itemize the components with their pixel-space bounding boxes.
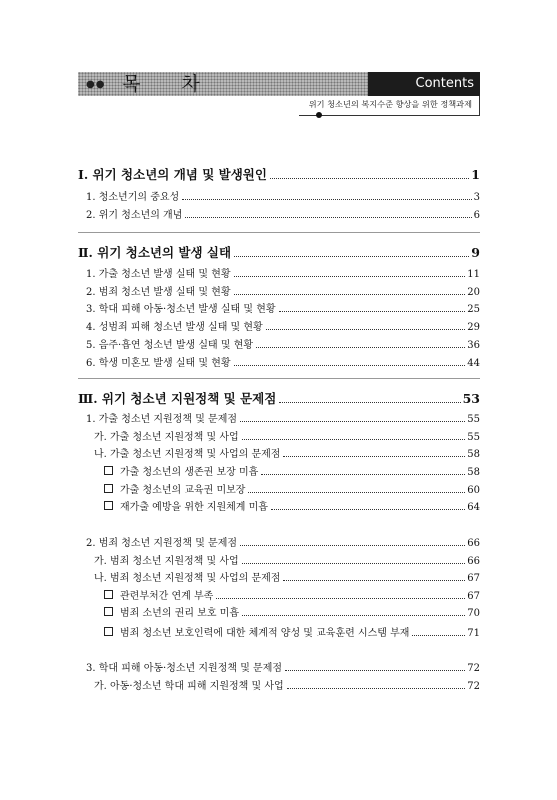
toc-page-number: 58 (467, 467, 480, 478)
toc-entry-label: 2. 범죄 청소년 지원정책 및 문제점 (86, 538, 238, 549)
toc-page-number: 9 (471, 245, 480, 260)
toc-entry[interactable] (86, 410, 480, 426)
toc-page-number: 72 (467, 681, 480, 692)
dot-leader (182, 199, 471, 200)
toc-entry[interactable] (94, 552, 480, 568)
toc-entry-label: 범죄 청소년 보호인력에 대한 체계적 양성 및 교육훈련 시스템 부재 (120, 628, 410, 639)
toc-page-number: 3 (473, 192, 480, 203)
toc-entry[interactable] (104, 463, 480, 479)
toc-entry[interactable] (104, 498, 480, 514)
toc-chapter-entry[interactable] (78, 165, 480, 181)
dot-leader (287, 688, 466, 689)
toc-page-number: 25 (467, 304, 480, 315)
toc-entry-label: 3. 학대 피해 아동·청소년 발생 실태 및 현황 (86, 304, 276, 315)
toc-entry-label: 5. 음주·흡연 청소년 발생 실태 및 현황 (86, 340, 254, 351)
toc-entry-label: 가. 가출 청소년 지원정책 및 사업 (94, 432, 239, 443)
dot-leader (279, 311, 466, 312)
checkbox-bullet-icon (104, 627, 113, 636)
toc-entry[interactable] (86, 265, 480, 281)
dot-leader (266, 329, 466, 330)
toc-entry-label: 나. 가출 청소년 지원정책 및 사업의 문제점 (94, 449, 281, 460)
dot-leader (234, 294, 466, 295)
checkbox-bullet-icon (104, 484, 113, 493)
toc-page-number: 36 (467, 340, 480, 351)
toc-entry[interactable] (86, 354, 480, 370)
dot-leader (256, 347, 465, 348)
toc-entry[interactable] (86, 300, 480, 316)
dot-leader (271, 509, 465, 510)
toc-entry[interactable] (104, 624, 480, 640)
toc-page-number: 72 (467, 663, 480, 674)
dot-leader (285, 670, 465, 671)
toc-entry-label: 1. 청소년기의 중요성 (86, 192, 180, 203)
toc-entry-label: Ⅱ. 위기 청소년의 발생 실태 (78, 245, 232, 260)
toc-page-number: 60 (467, 485, 480, 496)
checkbox-bullet-icon (104, 590, 113, 599)
toc-page-number: 66 (467, 556, 480, 567)
toc-page-number: 55 (467, 414, 480, 425)
toc-chapter-entry[interactable] (78, 243, 480, 259)
toc-page-number: 20 (467, 287, 480, 298)
dot-leader (248, 492, 465, 493)
toc-entry[interactable] (94, 428, 480, 444)
book-subtitle: 위기 청소년의 복지수준 향상을 위한 정책과제 (308, 99, 472, 109)
dot-leader (234, 256, 469, 257)
toc-entry[interactable] (86, 206, 480, 222)
toc-entry[interactable] (94, 445, 480, 461)
toc-page-number: 58 (467, 449, 480, 460)
toc-entry-label: 관련부처간 연계 부족 (120, 591, 214, 602)
toc-entry-label: 가. 범죄 청소년 지원정책 및 사업 (94, 556, 239, 567)
toc-page-number: 29 (467, 322, 480, 333)
toc-entry[interactable] (104, 587, 480, 603)
toc-entry-label: 재가출 예방을 위한 지원체계 미흡 (120, 502, 268, 513)
dot-leader (242, 615, 465, 616)
contents-label: Contents (368, 72, 480, 96)
toc-entry[interactable] (86, 188, 480, 204)
toc-entry-label: 가. 아동·청소년 학대 피해 지원정책 및 사업 (94, 681, 284, 692)
toc-page-number: 67 (467, 591, 480, 602)
dot-leader (240, 545, 465, 546)
dot-leader (234, 276, 466, 277)
toc-entry-label: 나. 범죄 청소년 지원정책 및 사업의 문제점 (94, 573, 281, 584)
checkbox-bullet-icon (104, 607, 113, 616)
dot-leader (283, 456, 465, 457)
toc-chapter-entry[interactable] (78, 389, 480, 405)
toc-entry-label: 4. 성범죄 피해 청소년 발생 실태 및 현황 (86, 322, 263, 333)
toc-page-number: 11 (467, 269, 480, 280)
checkbox-bullet-icon (104, 501, 113, 510)
toc-page-number: 53 (462, 391, 480, 406)
checkbox-bullet-icon (104, 466, 113, 475)
dot-leader (216, 598, 465, 599)
dot-leader (185, 217, 471, 218)
toc-entry-label: 1. 가출 청소년 지원정책 및 문제점 (86, 414, 238, 425)
toc-entry-label: Ⅰ. 위기 청소년의 개념 및 발생원인 (78, 167, 267, 182)
toc-page-number: 55 (467, 432, 480, 443)
toc-entry[interactable] (86, 283, 480, 299)
dot-leader (270, 178, 469, 179)
toc-entry[interactable] (86, 534, 480, 550)
toc-entry-label: 2. 위기 청소년의 개념 (86, 210, 183, 221)
toc-page-number: 70 (467, 608, 480, 619)
section-divider (78, 378, 480, 379)
dot-leader (242, 439, 466, 440)
toc-entry-label: 가출 청소년의 생존권 보장 미흡 (120, 467, 259, 478)
toc-entry[interactable] (86, 318, 480, 334)
dot-leader (242, 563, 466, 564)
toc-page-number: 6 (473, 210, 480, 221)
toc-page-number: 1 (471, 167, 480, 182)
dot-leader (279, 402, 460, 403)
dot-leader (261, 474, 465, 475)
bullet-dots-icon: ●● (86, 78, 106, 90)
page-title: 목차 (122, 73, 241, 95)
dot-leader (240, 421, 465, 422)
toc-entry-label: 2. 범죄 청소년 발생 실태 및 현황 (86, 287, 231, 298)
toc-entry[interactable] (104, 481, 480, 497)
dot-leader (234, 365, 466, 366)
dot-leader (283, 580, 465, 581)
toc-entry-label: 범죄 소년의 권리 보호 미흡 (120, 608, 239, 619)
toc-entry[interactable] (94, 569, 480, 585)
toc-page-number: 64 (467, 502, 480, 513)
toc-entry[interactable] (94, 677, 480, 693)
section-divider (78, 232, 480, 233)
toc-entry-label: 6. 학생 미혼모 발생 실태 및 현황 (86, 358, 231, 369)
toc-entry-label: 1. 가출 청소년 발생 실태 및 현황 (86, 269, 231, 280)
toc-page-number: 67 (467, 573, 480, 584)
toc-entry[interactable] (104, 604, 480, 620)
toc-entry-label: 가출 청소년의 교육권 미보장 (120, 485, 246, 496)
toc-entry[interactable] (86, 659, 480, 675)
dot-leader (412, 635, 465, 636)
toc-page-number: 44 (467, 358, 480, 369)
toc-page-number: 66 (467, 538, 480, 549)
toc-entry-label: 3. 학대 피해 아동·청소년 지원정책 및 문제점 (86, 663, 283, 674)
toc-entry-label: Ⅲ. 위기 청소년 지원정책 및 문제점 (78, 391, 277, 406)
toc-page-number: 71 (467, 628, 480, 639)
toc-entry[interactable] (86, 336, 480, 352)
